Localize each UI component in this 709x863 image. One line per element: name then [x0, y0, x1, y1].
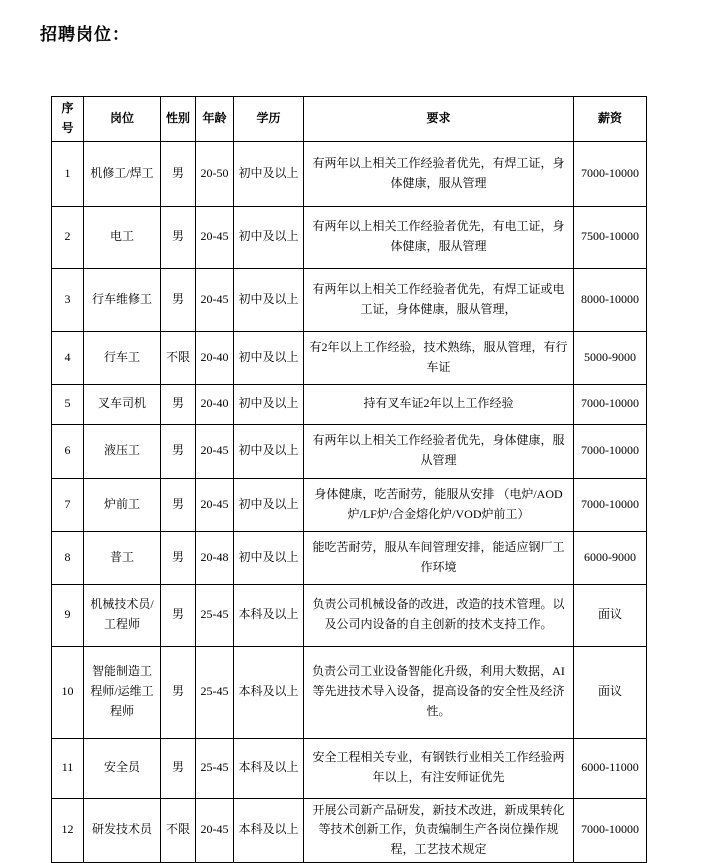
cell-gender: 男: [161, 206, 196, 268]
col-header-seq: 序号: [52, 97, 84, 142]
cell-requirements: 负责公司机械设备的改进，改造的技术管理。以及公司内设备的自主创新的技术支持工作。: [304, 584, 574, 646]
cell-position: 炉前工: [84, 478, 161, 531]
cell-salary: 面议: [574, 584, 647, 646]
table-row: [52, 206, 647, 268]
table-row: [52, 478, 647, 531]
page-title: 招聘岗位：: [40, 25, 130, 44]
cell-gender: 男: [161, 531, 196, 584]
cell-position: 机械技术员/工程师: [84, 584, 161, 646]
cell-position: 行车维修工: [84, 268, 161, 331]
cell-requirements: 开展公司新产品研发，新技术改进，新成果转化等技术创新工作，负责编制生产各岗位操作规程，工艺技术规定: [304, 798, 574, 862]
cell-requirements: 有两年以上相关工作经验者优先，有焊工证，身体健康，服从管理: [304, 141, 574, 206]
cell-requirements: 能吃苦耐劳，服从车间管理安排，能适应钢厂工作环境: [304, 531, 574, 584]
cell-requirements: 持有叉车证2年以上工作经验: [304, 384, 574, 424]
cell-requirements: 有两年以上相关工作经验者优先，有电工证，身体健康，服从管理: [304, 206, 574, 268]
cell-gender: 不限: [161, 331, 196, 384]
cell-age: 25-45: [196, 584, 234, 646]
cell-education: 初中及以上: [234, 384, 304, 424]
cell-education: 本科及以上: [234, 584, 304, 646]
cell-salary: 7000-10000: [574, 384, 647, 424]
cell-education: 初中及以上: [234, 206, 304, 268]
table-row: [52, 738, 647, 798]
cell-gender: 男: [161, 738, 196, 798]
cell-gender: 男: [161, 646, 196, 738]
cell-position: 行车工: [84, 331, 161, 384]
cell-requirements: 负责公司工业设备智能化升级，利用大数据，AI等先进技术导入设备，提高设备的安全性及经济性。: [304, 646, 574, 738]
cell-gender: 男: [161, 141, 196, 206]
table-row: [52, 268, 647, 331]
cell-seq: 2: [52, 206, 84, 268]
cell-age: 25-45: [196, 738, 234, 798]
table-row: [52, 646, 647, 738]
cell-salary: 7000-10000: [574, 478, 647, 531]
col-header-gender: 性别: [161, 97, 196, 142]
col-header-education: 学历: [234, 97, 304, 142]
cell-seq: 8: [52, 531, 84, 584]
table-row: [52, 798, 647, 862]
cell-education: 初中及以上: [234, 478, 304, 531]
cell-age: 20-40: [196, 384, 234, 424]
cell-requirements: 身体健康，吃苦耐劳，能服从安排 （电炉/AOD炉/LF炉/合金熔化炉/VOD炉前工）: [304, 478, 574, 531]
cell-position: 安全员: [84, 738, 161, 798]
cell-position: 液压工: [84, 424, 161, 478]
cell-age: 25-45: [196, 646, 234, 738]
recruitment-table: [51, 96, 647, 863]
cell-position: 智能制造工程师/运维工程师: [84, 646, 161, 738]
cell-requirements: 有两年以上相关工作经验者优先，有焊工证或电工证，身体健康，服从管理，: [304, 268, 574, 331]
col-header-position: 岗位: [84, 97, 161, 142]
cell-requirements: 安全工程相关专业，有钢铁行业相关工作经验两年以上，有注安师证优先: [304, 738, 574, 798]
col-header-salary: 薪资: [574, 97, 647, 142]
cell-seq: 5: [52, 384, 84, 424]
cell-seq: 3: [52, 268, 84, 331]
cell-age: 20-48: [196, 531, 234, 584]
cell-education: 初中及以上: [234, 331, 304, 384]
cell-gender: 不限: [161, 798, 196, 862]
cell-position: 普工: [84, 531, 161, 584]
cell-position: 叉车司机: [84, 384, 161, 424]
cell-salary: 5000-9000: [574, 331, 647, 384]
cell-age: 20-45: [196, 798, 234, 862]
cell-seq: 11: [52, 738, 84, 798]
cell-salary: 7500-10000: [574, 206, 647, 268]
cell-position: 机修工/焊工: [84, 141, 161, 206]
table-row: [52, 141, 647, 206]
col-header-requirements: 要求: [304, 97, 574, 142]
cell-age: 20-45: [196, 268, 234, 331]
cell-education: 初中及以上: [234, 531, 304, 584]
cell-position: 电工: [84, 206, 161, 268]
cell-salary: 7000-10000: [574, 141, 647, 206]
cell-seq: 10: [52, 646, 84, 738]
cell-salary: 6000-9000: [574, 531, 647, 584]
cell-requirements: 有2年以上工作经验，技术熟练，服从管理，有行车证: [304, 331, 574, 384]
col-header-age: 年龄: [196, 97, 234, 142]
cell-salary: 面议: [574, 646, 647, 738]
cell-education: 本科及以上: [234, 798, 304, 862]
cell-salary: 7000-10000: [574, 424, 647, 478]
cell-gender: 男: [161, 584, 196, 646]
table-row: [52, 384, 647, 424]
cell-age: 20-45: [196, 478, 234, 531]
cell-seq: 9: [52, 584, 84, 646]
table-header-row: [52, 97, 647, 142]
cell-education: 初中及以上: [234, 424, 304, 478]
cell-education: 本科及以上: [234, 646, 304, 738]
table-row: [52, 531, 647, 584]
cell-age: 20-50: [196, 141, 234, 206]
cell-gender: 男: [161, 384, 196, 424]
cell-age: 20-45: [196, 424, 234, 478]
cell-seq: 6: [52, 424, 84, 478]
cell-education: 初中及以上: [234, 141, 304, 206]
cell-age: 20-45: [196, 206, 234, 268]
cell-salary: 8000-10000: [574, 268, 647, 331]
cell-seq: 7: [52, 478, 84, 531]
cell-salary: 7000-10000: [574, 798, 647, 862]
cell-gender: 男: [161, 478, 196, 531]
cell-age: 20-40: [196, 331, 234, 384]
cell-seq: 4: [52, 331, 84, 384]
cell-seq: 1: [52, 141, 84, 206]
table-row: [52, 424, 647, 478]
cell-position: 研发技术员: [84, 798, 161, 862]
cell-gender: 男: [161, 424, 196, 478]
table-row: [52, 331, 647, 384]
cell-salary: 6000-11000: [574, 738, 647, 798]
cell-education: 本科及以上: [234, 738, 304, 798]
cell-education: 初中及以上: [234, 268, 304, 331]
cell-seq: 12: [52, 798, 84, 862]
table-row: [52, 584, 647, 646]
cell-requirements: 有两年以上相关工作经验者优先，身体健康，服从管理: [304, 424, 574, 478]
cell-gender: 男: [161, 268, 196, 331]
